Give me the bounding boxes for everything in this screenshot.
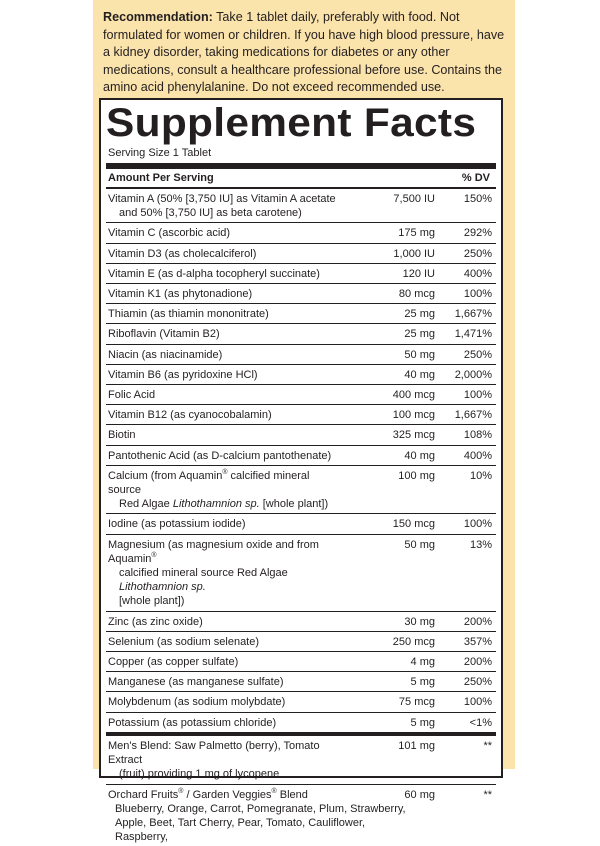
column-header-row (108, 171, 494, 185)
nutrient-dv: 108% (464, 428, 492, 442)
blend-row-mens (106, 736, 496, 785)
nutrient-row-zinc (106, 612, 496, 632)
nutrient-amount: 400 mcg (342, 388, 435, 402)
nutrient-amount: 4 mg (342, 655, 435, 669)
nutrient-row-niacin (106, 345, 496, 365)
nutrient-amount: 120 IU (342, 267, 435, 281)
supplement-facts-box (99, 98, 503, 778)
nutrient-name: Selenium (as sodium selenate) (106, 635, 343, 649)
nutrient-amount: 80 mcg (342, 287, 435, 301)
nutrient-name: Vitamin K1 (as phytonadione) (106, 287, 343, 301)
nutrient-amount: 50 mg (342, 348, 435, 362)
nutrient-dv: 250% (464, 247, 492, 261)
nutrient-row-calcium (106, 466, 496, 515)
serving-size: Serving Size 1 Tablet (108, 146, 211, 160)
nutrient-dv: 13% (470, 538, 492, 552)
nutrient-amount: 40 mg (342, 368, 435, 382)
nutrient-amount: 100 mg (342, 469, 435, 483)
nutrient-dv: 100% (464, 287, 492, 301)
nutrient-row-vitamin-b6 (106, 365, 496, 385)
nutrient-row-vitamin-b12 (106, 405, 496, 425)
nutrient-name: Vitamin B12 (as cyanocobalamin) (106, 408, 343, 422)
recommendation-text (103, 9, 505, 97)
nutrient-dv: 1,667% (455, 307, 492, 321)
nutrient-row-riboflavin (106, 324, 496, 344)
nutrient-name: Vitamin A (50% [3,750 IU] as Vitamin A acetate and 50% [3,750 IU] as beta carotene) (106, 192, 343, 220)
nutrient-table (106, 189, 496, 846)
nutrient-row-pantothenic-acid (106, 446, 496, 466)
nutrient-row-iodine (106, 514, 496, 534)
nutrient-amount: 30 mg (342, 615, 435, 629)
nutrient-name: Folic Acid (106, 388, 343, 402)
nutrient-dv: 10% (470, 469, 492, 483)
nutrient-amount: 25 mg (342, 307, 435, 321)
nutrient-name: Iodine (as potassium iodide) (106, 517, 343, 531)
nutrient-dv: 100% (464, 517, 492, 531)
nutrient-dv: 100% (464, 695, 492, 709)
nutrient-row-molybdenum (106, 692, 496, 712)
nutrient-name: Molybdenum (as sodium molybdate) (106, 695, 343, 709)
nutrient-name: Thiamin (as thiamin mononitrate) (106, 307, 343, 321)
thick-divider (106, 163, 496, 169)
nutrient-name: Pantothenic Acid (as D-calcium pantothenate) (106, 449, 343, 463)
nutrient-row-biotin (106, 425, 496, 445)
nutrient-amount: 100 mcg (342, 408, 435, 422)
nutrient-dv: 1,471% (455, 327, 492, 341)
nutrient-row-copper (106, 652, 496, 672)
blend-dv: ** (483, 788, 492, 802)
nutrient-name: Vitamin B6 (as pyridoxine HCl) (106, 368, 343, 382)
blend-amount: 60 mg (342, 788, 435, 802)
nutrient-dv: 200% (464, 615, 492, 629)
nutrient-amount: 25 mg (342, 327, 435, 341)
nutrient-amount: 150 mcg (342, 517, 435, 531)
nutrient-dv: 400% (464, 267, 492, 281)
nutrient-row-vitamin-d3 (106, 244, 496, 264)
nutrient-amount: 5 mg (342, 675, 435, 689)
nutrient-name: Riboflavin (Vitamin B2) (106, 327, 343, 341)
nutrient-name: Vitamin C (ascorbic acid) (106, 226, 343, 240)
blend-name: Men's Blend: Saw Palmetto (berry), Tomato Extract (fruit) providing 1 mg of lycopene (106, 739, 343, 782)
supplement-facts-title: Supplement Facts (106, 100, 476, 146)
nutrient-row-selenium (106, 632, 496, 652)
blend-row-orchard-fruits (106, 785, 496, 846)
nutrient-row-folic-acid (106, 385, 496, 405)
nutrient-row-vitamin-a (106, 189, 496, 223)
nutrient-row-vitamin-k1 (106, 284, 496, 304)
nutrient-row-thiamin (106, 304, 496, 324)
nutrient-dv: <1% (470, 716, 492, 730)
blend-name: Orchard Fruits® / Garden Veggies® Blend Blueberry, Orange, Carrot, Pomegranate, Plum, Strawberry, Apple, Beet, Tart Cherry, Pear, Tomato, Cauliflower, Raspberry, (106, 788, 343, 845)
blend-dv: ** (483, 739, 492, 753)
nutrient-name: Vitamin D3 (as cholecalciferol) (106, 247, 343, 261)
nutrient-amount: 325 mcg (342, 428, 435, 442)
nutrient-name: Niacin (as niacinamide) (106, 348, 343, 362)
nutrient-dv: 1,667% (455, 408, 492, 422)
nutrient-amount: 50 mg (342, 538, 435, 552)
nutrient-amount: 75 mcg (342, 695, 435, 709)
recommendation-label: Recommendation: (103, 10, 213, 24)
dv-header: % DV (462, 171, 490, 185)
nutrient-row-vitamin-c (106, 223, 496, 243)
nutrient-amount: 1,000 IU (342, 247, 435, 261)
nutrient-dv: 2,000% (455, 368, 492, 382)
nutrient-amount: 175 mg (342, 226, 435, 240)
nutrient-dv: 150% (464, 192, 492, 206)
nutrient-amount: 7,500 IU (342, 192, 435, 206)
amount-per-serving-header: Amount Per Serving (108, 172, 214, 184)
nutrient-name: Copper (as copper sulfate) (106, 655, 343, 669)
nutrient-dv: 200% (464, 655, 492, 669)
nutrient-dv: 357% (464, 635, 492, 649)
nutrient-name: Biotin (106, 428, 343, 442)
nutrient-row-potassium (106, 713, 496, 736)
nutrient-dv: 100% (464, 388, 492, 402)
nutrient-name: Vitamin E (as d-alpha tocopheryl succinate) (106, 267, 343, 281)
nutrient-dv: 400% (464, 449, 492, 463)
nutrient-dv: 250% (464, 675, 492, 689)
nutrient-dv: 292% (464, 226, 492, 240)
nutrient-row-magnesium (106, 535, 496, 612)
recommendation-body: Take 1 tablet daily, preferably with food. Not formulated for women or children. If you have high blood pressure, have a kidney disorder, taking medications for diabetes or any other medications, consult a healthcare professional before use. Contains the amino acid phenylalanine. Do not exceed recommended use. (103, 10, 504, 94)
nutrient-amount: 5 mg (342, 716, 435, 730)
nutrient-name: Calcium (from Aquamin® calcified mineral source Red Algae Lithothamnion sp. [whole plant]) (106, 469, 343, 512)
nutrient-row-vitamin-e (106, 264, 496, 284)
blend-amount: 101 mg (342, 739, 435, 753)
nutrient-amount: 40 mg (342, 449, 435, 463)
nutrient-name: Magnesium (as magnesium oxide and from Aquamin® calcified mineral source Red Algae Lithothamnion sp. [whole plant]) (106, 538, 343, 609)
nutrient-name: Manganese (as manganese sulfate) (106, 675, 343, 689)
nutrient-row-manganese (106, 672, 496, 692)
nutrient-name: Zinc (as zinc oxide) (106, 615, 343, 629)
nutrient-amount: 250 mcg (342, 635, 435, 649)
nutrient-name: Potassium (as potassium chloride) (106, 716, 343, 730)
nutrient-dv: 250% (464, 348, 492, 362)
